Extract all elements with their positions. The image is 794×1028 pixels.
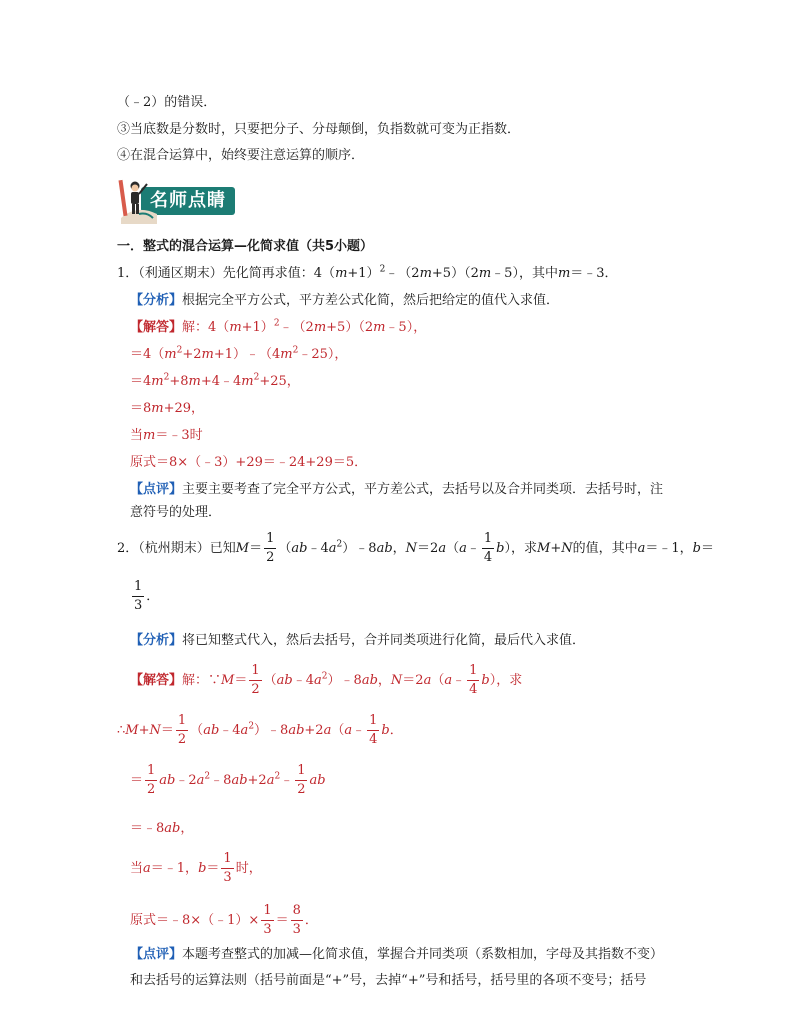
q2-solution-line-6: 原式＝﹣8×（﹣1）× $\frac{1}{3}$ ＝ $\frac{8}{3}$ ． (130, 903, 318, 937)
fraction-half: $\frac{1}{2}$ (297, 763, 306, 797)
fraction-half: $\frac{1}{2}$ (147, 763, 156, 797)
q1-statement: 1．（利通区期末）先化简再求值：$4(m+1)^2﹣(2m+5)(2m﹣5)$，其中m＝﹣3． (117, 264, 618, 281)
fraction-quarter: $\frac{1}{4}$ (469, 663, 478, 697)
fraction-half: $\frac{1}{2}$ (251, 663, 260, 697)
q1-solution-line-6: 原式＝8×（﹣3）+29＝﹣24+29＝5． (130, 455, 368, 470)
section-title: 一．整式的混合运算—化简求值（共5小题） (117, 239, 374, 254)
fraction-half: $\frac{1}{2}$ (177, 713, 187, 747)
fraction-third: $\frac{1}{3}$ (134, 579, 143, 613)
q2-statement-line-1: 2．（杭州期末）已知M＝ $\frac{1}{2}$ $(ab﹣4a^2)﹣8ab$，N＝2a（a﹣ $\frac{1}{4}$ b），求M+N的值，其中a＝﹣1，b＝ (117, 531, 714, 565)
teacher-figure-icon (117, 174, 157, 226)
q2-solution-line-1: 【解答】解：∵M＝ $\frac{1}{2}$ $(ab﹣4a^2)﹣8ab$，N＝2a（a﹣ $\frac{1}{4}$ b），求 (130, 663, 523, 697)
q2-analysis: 【分析】将已知整式代入，然后去括号，合并同类项进行化简，最后代入求值． (130, 633, 586, 648)
q2-solution-line-4: ＝﹣8ab， (130, 821, 194, 836)
intro-line-3: ④在混合运算中，始终要注意运算的顺序． (117, 148, 365, 163)
q2-statement-line-2: $\frac{1}{3}$ ． (134, 579, 160, 613)
q1-solution-line-5: 当m＝﹣3时 (130, 428, 203, 443)
q2-solution-line-3: ＝ $\frac{1}{2}$ $ab﹣2a^2﹣8ab+2a^2﹣$ $\frac{1}{2}$ ab (130, 763, 326, 797)
q1-solution-line-1: 【解答】解：$4(m+1)^2﹣(2m+5)(2m﹣5)$， (130, 318, 427, 335)
q1-solution-line-4: ＝8m+29， (130, 401, 205, 416)
intro-line-2: ③当底数是分数时，只要把分子、分母颠倒，负指数就可变为正指数． (117, 122, 521, 137)
fraction-third: $\frac{1}{3}$ (263, 903, 272, 937)
q2-solution-line-5: 当a＝﹣1，b＝ $\frac{1}{3}$ 时， (130, 851, 262, 885)
q1-solution-line-3: $=4m^2+8m+4﹣4m^2+25$， (130, 372, 300, 389)
teacher-tips-banner (117, 174, 237, 226)
fraction-half: $\frac{1}{2}$ (266, 531, 275, 565)
intro-line-1: （﹣2）的错误． (117, 95, 217, 110)
fraction-quarter: $\frac{1}{4}$ (483, 531, 493, 565)
fraction-third: $\frac{1}{3}$ (223, 851, 232, 885)
q2-solution-line-2: ∴M+N＝ $\frac{1}{2}$ $(ab﹣4a^2)﹣8ab+2a(a﹣$ $\frac{1}{4}$ b． (117, 713, 403, 747)
q1-comment-line-1: 【点评】主要主要考查了完全平方公式，平方差公式，去括号以及合并同类项．去括号时，注 (130, 482, 664, 497)
fraction-quarter: $\frac{1}{4}$ (369, 713, 378, 747)
q1-comment-line-2: 意符号的处理． (130, 505, 222, 520)
q1-solution-line-2: $=4(m^2+2m+1)﹣(4m^2﹣25)$， (130, 345, 348, 362)
q2-comment-line-2: 和去括号的运算法则（括号前面是“+”号，去掉“+”号和括号，括号里的各项不变号；括号 (130, 973, 647, 988)
banner-label: 名师点睛 (141, 187, 235, 215)
fraction-eight-thirds: $\frac{8}{3}$ (292, 903, 301, 937)
q2-comment-line-1: 【点评】本题考查整式的加减—化简求值，掌握合并同类项（系数相加，字母及其指数不变） (130, 947, 664, 962)
q1-analysis: 【分析】根据完全平方公式，平方差公式化简，然后把给定的值代入求值． (130, 293, 560, 308)
